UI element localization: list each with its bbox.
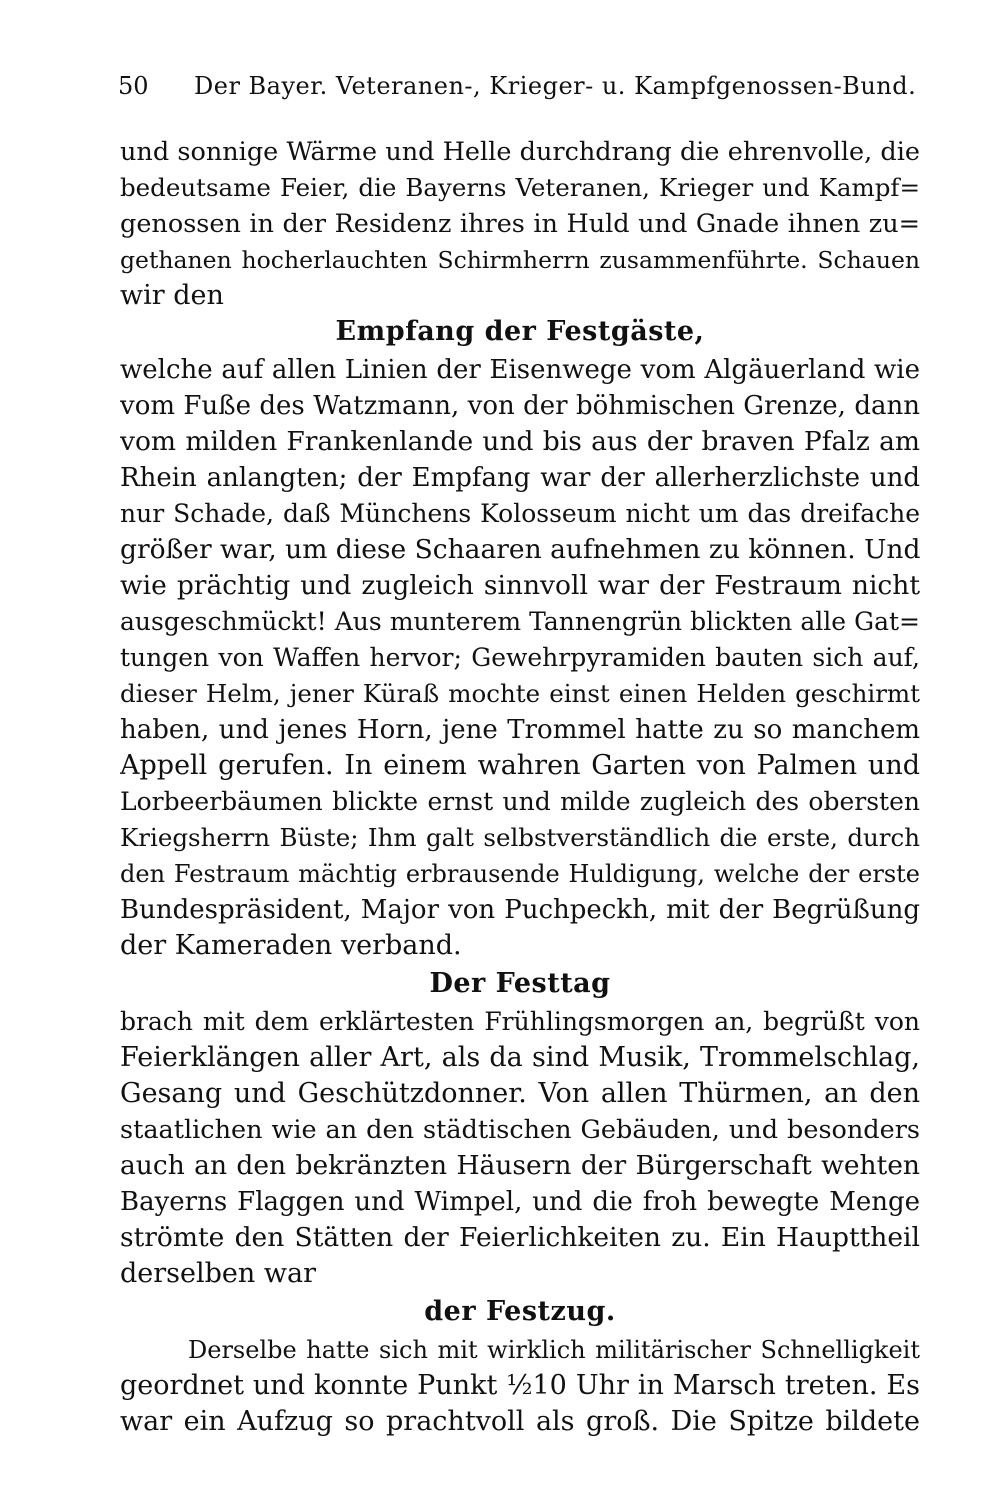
text-line: Gesang und Geschützdonner. Von allen Thürmen, an den xyxy=(120,1078,920,1109)
text-line: staatlichen wie an den städtischen Gebäuden, und besonders xyxy=(120,1115,920,1145)
text-line: wie prächtig und zugleich sinnvoll war der Festraum nicht xyxy=(120,570,920,601)
text-line: tungen von Waffen hervor; Gewehrpyramiden bauten sich auf, xyxy=(120,643,920,672)
text-line: brach mit dem erklärtesten Frühlingsmorgen an, begrüßt von xyxy=(120,1007,920,1036)
text-line: vom Fuße des Watzmann, von der böhmischen Grenze, dann xyxy=(120,391,920,421)
section-heading: Empfang der Festgäste, xyxy=(335,316,705,347)
text-line: Derselbe hatte sich mit wirklich militärischer Schnelligkeit xyxy=(188,1336,920,1364)
text-line: vom milden Frankenlande und bis aus der braven Pfalz am xyxy=(120,426,920,457)
section-heading: der Festzug. xyxy=(424,1296,616,1327)
text-line: auch an den bekränzten Häusern der Bürgerschaft wehten xyxy=(120,1150,920,1181)
page-number: 50 xyxy=(118,72,149,100)
text-line: Feierklängen aller Art, als da sind Musik, Trommelschlag, xyxy=(120,1042,920,1073)
text-line: bedeutsame Feier, die Bayerns Veteranen, Krieger und Kampf= xyxy=(120,173,920,202)
text-line: Lorbeerbäumen blickte ernst und milde zugleich des obersten xyxy=(120,787,920,816)
text-line: Bayerns Flaggen und Wimpel, und die froh bewegte Menge xyxy=(120,1187,920,1217)
text-line: dieser Helm, jener Küraß mochte einst einen Helden geschirmt xyxy=(120,679,920,708)
text-line: geordnet und konnte Punkt ½10 Uhr in Marsch treten. Es xyxy=(120,1370,920,1401)
text-line: genossen in der Residenz ihres in Huld und Gnade ihnen zu= xyxy=(120,209,920,239)
text-line: gethanen hocherlauchten Schirmherrn zusammenführte. Schauen xyxy=(120,246,920,274)
text-line: nur Schade, daß Münchens Kolosseum nicht um das dreifache xyxy=(120,499,920,528)
text-line: ausgeschmückt! Aus munterem Tannengrün blickten alle Gat= xyxy=(120,607,920,636)
text-line: größer war, um diese Schaaren aufnehmen zu können. Und xyxy=(120,534,920,565)
text-line: Kriegsherrn Büste; Ihm galt selbstverständlich die erste, durch xyxy=(120,823,920,852)
text-line: und sonnige Wärme und Helle durchdrang die ehrenvolle, die xyxy=(120,137,920,167)
text-line: welche auf allen Linien der Eisenwege vom Algäuerland wie xyxy=(120,355,920,385)
text-line: wir den xyxy=(120,280,224,311)
running-head xyxy=(118,66,918,106)
text-line: derselben war xyxy=(120,1258,316,1289)
text-line: Appell gerufen. In einem wahren Garten von Palmen und xyxy=(120,750,920,781)
text-line: strömte den Stätten der Feierlichkeiten zu. Ein Haupttheil xyxy=(120,1222,920,1253)
running-title: Der Bayer. Veteranen-, Krieger- u. Kampfgenossen-Bund. xyxy=(194,72,917,100)
text-line: Bundespräsident, Major von Puchpeckh, mit der Begrüßung xyxy=(120,895,920,925)
text-line: den Festraum mächtig erbrausende Huldigung, welche der erste xyxy=(120,860,920,888)
text-line: haben, und jenes Horn, jene Trommel hatte zu so manchem xyxy=(120,715,920,745)
text-line: war ein Aufzug so prachtvoll als groß. Die Spitze bildete xyxy=(120,1406,920,1437)
text-line: der Kameraden verband. xyxy=(120,930,462,961)
text-line: Rhein anlangten; der Empfang war der allerherzlichste und xyxy=(120,463,920,493)
section-heading: Der Festtag xyxy=(429,968,611,999)
